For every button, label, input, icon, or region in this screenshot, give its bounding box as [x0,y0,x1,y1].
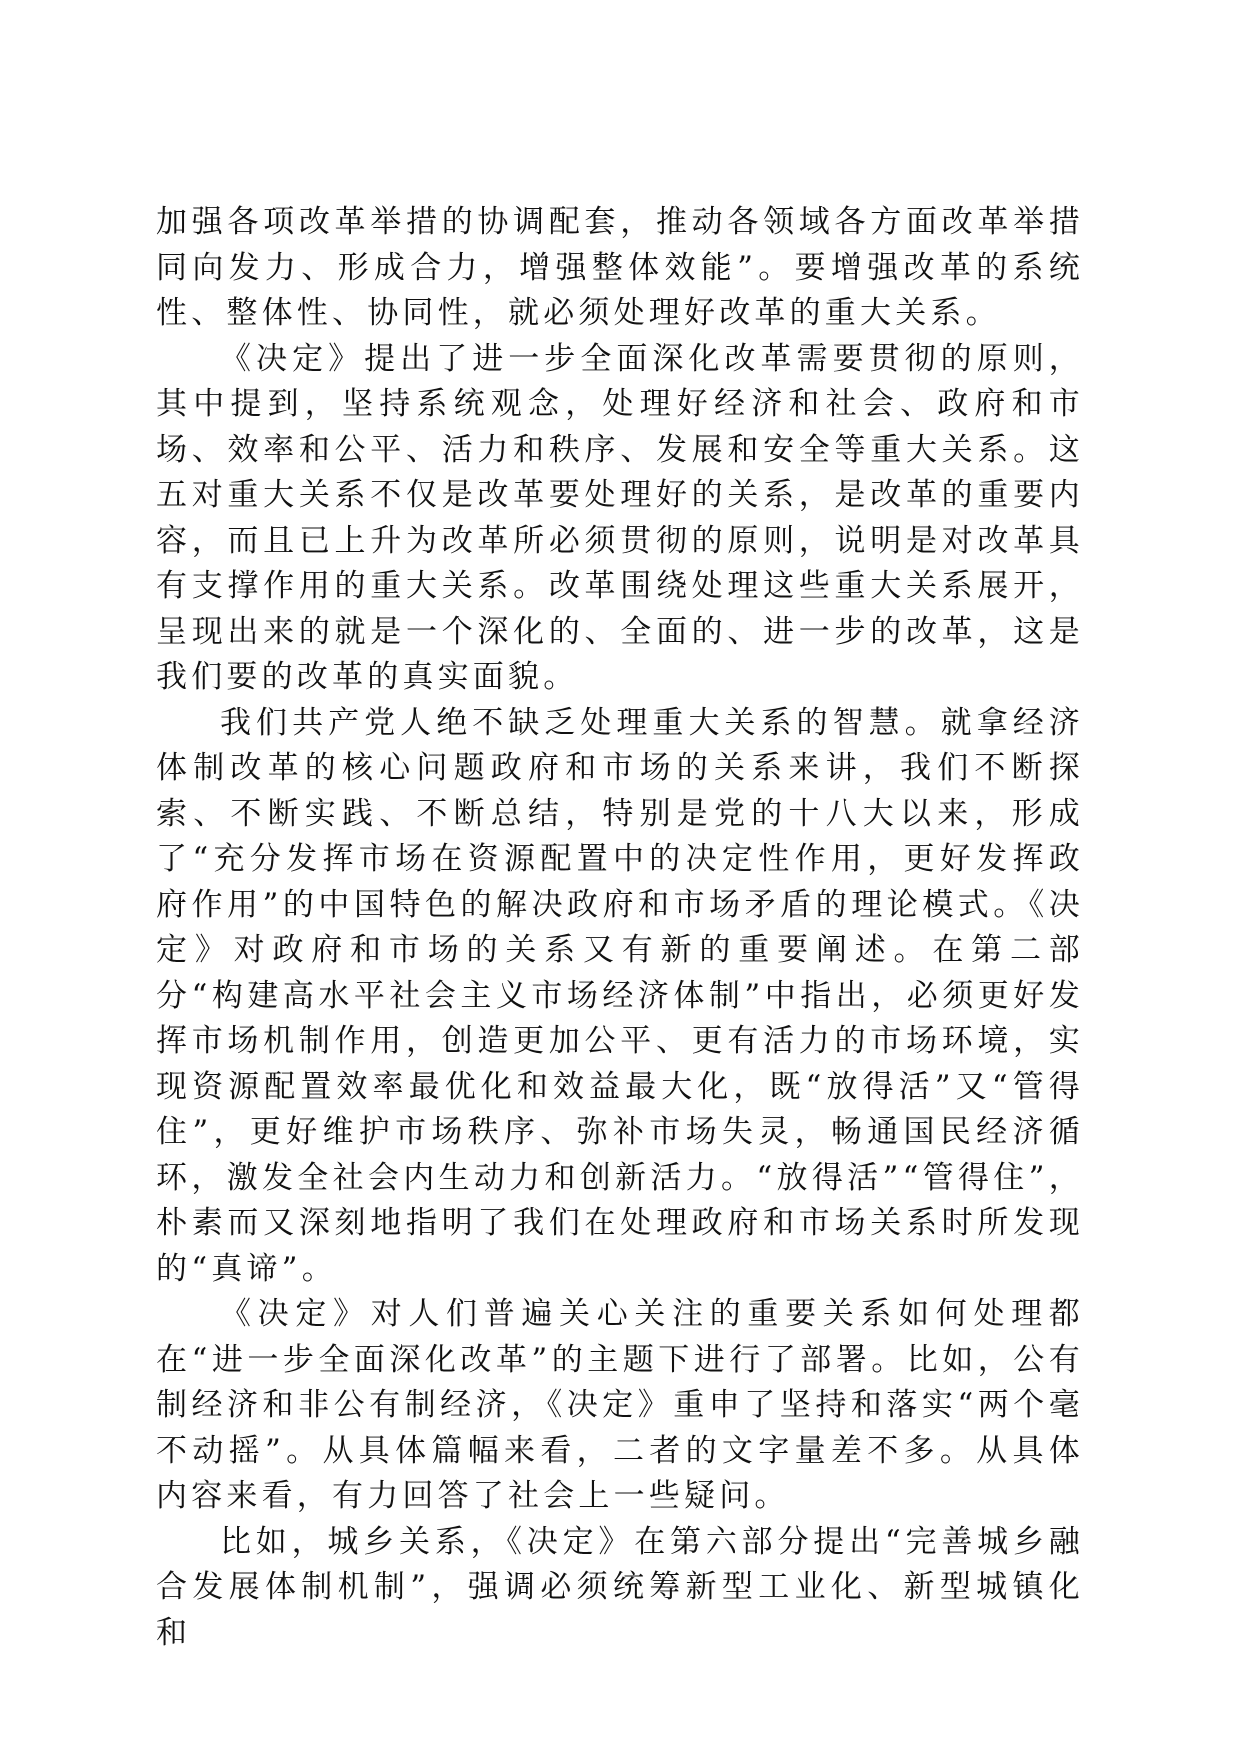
document-body [156,200,1084,1656]
paragraph-government-market: 我们共产党人绝不缺乏处理重大关系的智慧。就拿经济体制改革的核心问题政府和市场的关系来讲，我们不断探索、不断实践、不断总结，特别是党的十八大以来，形成了“充分发挥市场在资源配置中的决定性作用，更好发挥政府作用”的中国特色的解决政府和市场矛盾的理论模式。《决定》对政府和市场的关系又有新的重要阐述。在第二部分“构建高水平社会主义市场经济体制”中指出，必须更好发挥市场机制作用，创造更加公平、更有活力的市场环境，实现资源配置效率最优化和效益最大化，既“放得活”又“管得住”，更好维护市场秩序、弥补市场失灵，畅通国民经济循环，激发全社会内生动力和创新活力。“放得活”“管得住”，朴素而又深刻地指明了我们在处理政府和市场关系时所发现的“真谛”。 [156,704,1084,1287]
paragraph-continuation: 加强各项改革举措的协调配套，推动各领域各方面改革举措同向发力、形成合力，增强整体效能”。要增强改革的系统性、整体性、协同性，就必须处理好改革的重大关系。 [156,204,1084,331]
paragraph-ownership: 《决定》对人们普遍关心关注的重要关系如何处理都在“进一步全面深化改革”的主题下进行了部署。比如，公有制经济和非公有制经济，《决定》重申了坚持和落实“两个毫不动摇”。从具体篇幅来看，二者的文字量差不多。从具体内容来看，有力回答了社会上一些疑问。 [156,1296,1084,1514]
paragraph-urban-rural: 比如，城乡关系，《决定》在第六部分提出“完善城乡融合发展体制机制”，强调必须统筹新型工业化、新型城镇化和 [156,1523,1084,1651]
paragraph-principles: 《决定》提出了进一步全面深化改革需要贯彻的原则，其中提到，坚持系统观念，处理好经济和社会、政府和市场、效率和公平、活力和秩序、发展和安全等重大关系。这五对重大关系不仅是改革要处理好的关系，是改革的重要内容，而且已上升为改革所必须贯彻的原则，说明是对改革具有支撑作用的重大关系。改革围绕处理这些重大关系展开，呈现出来的就是一个深化的、全面的、进一步的改革，这是我们要的改革的真实面貌。 [156,340,1084,695]
